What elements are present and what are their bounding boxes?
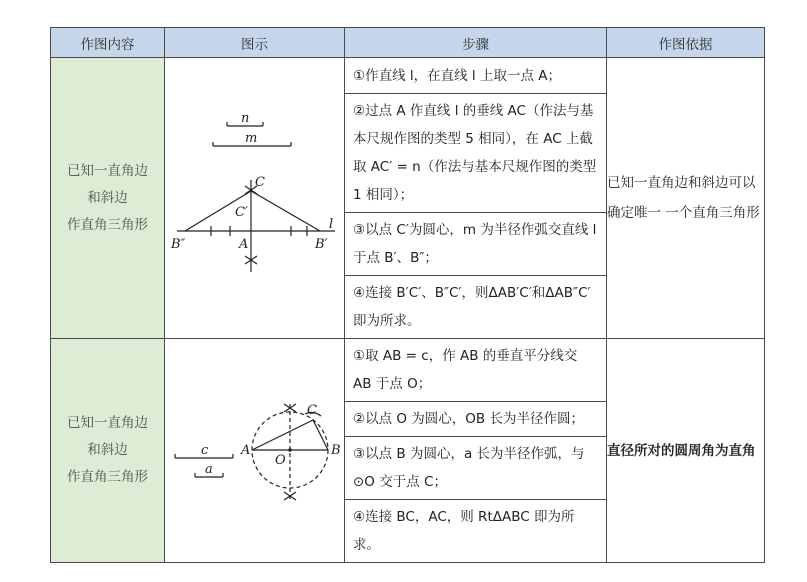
step-item: ①作直线 l，在直线 l 上取一点 A；: [345, 59, 606, 94]
row1-basis-cell: 已知一直角边和斜边可以确定唯一 一个直角三角形: [607, 58, 765, 339]
label-c-segment: c: [201, 442, 209, 458]
header-basis: 作图依据: [607, 28, 765, 58]
label-m: m: [245, 131, 258, 146]
label-c-prime: C′: [235, 205, 248, 220]
label-a-segment: a: [205, 461, 213, 477]
step-item: ④连接 B′C′、B″C′，则ΔAB′C′和ΔAB″C′即为所求。: [353, 284, 591, 329]
side-bc: [313, 420, 328, 450]
label-a: A: [239, 237, 249, 252]
label-n: n: [241, 111, 250, 126]
header-figure: 图示: [165, 28, 345, 58]
header-content: 作图内容: [51, 28, 165, 58]
row1-content-line: 已知一直角边: [67, 162, 148, 179]
row2-steps-cell: [345, 339, 607, 563]
row2-content-line: 已知一直角边: [67, 415, 148, 431]
row1-construction-figure: [165, 58, 345, 334]
step-item: ①取 AB = c，作 AB 的垂直平分线交 AB 于点 O；: [345, 339, 606, 402]
label-o: O: [275, 452, 286, 468]
row1-content-cell: [51, 58, 165, 339]
row1-content-line: 和斜边: [87, 189, 128, 206]
row2-content-line: 作直角三角形: [67, 469, 148, 485]
row2-basis-cell: 直径所对的圆周角为直角: [607, 339, 765, 563]
label-b-double-prime: B″: [171, 237, 186, 252]
step-item: ④连接 BC，AC，则 RtΔABC 即为所求。: [353, 509, 575, 553]
label-b-point: B: [331, 442, 341, 458]
step-item: ②过点 A 作直线 l 的垂线 AC（作法与基本尺规作图的类型 5 相同），在 AC 上截取 AC′ = n（作法与基本尺规作图的类型 1 相同）；: [345, 94, 606, 213]
row1-content-line: 作直角三角形: [67, 216, 148, 233]
label-b-prime: B′: [315, 237, 328, 252]
label-c: C: [255, 175, 265, 190]
point-o: [288, 448, 292, 452]
header-row: [51, 28, 765, 58]
label-c-point: C: [307, 402, 317, 418]
row2-content-line: 和斜边: [87, 442, 128, 458]
step-item: ③以点 C′为圆心，m 为半径作弧交直线 l 于点 B′、B″；: [345, 213, 606, 276]
header-steps: 步骤: [345, 28, 607, 58]
table-row: [51, 339, 765, 563]
side-ac: [252, 420, 313, 450]
label-a-point: A: [241, 442, 251, 458]
row2-construction-figure: [165, 344, 345, 554]
side-bp-c: [251, 191, 320, 231]
step-item: ③以点 B 为圆心，a 长为半径作弧，与⊙O 交于点 C；: [345, 437, 606, 500]
label-l: l: [329, 217, 334, 232]
step-item: ②以点 O 为圆心，OB 长为半径作圆；: [345, 402, 606, 437]
construction-table: [50, 27, 765, 563]
row2-figure-cell: [165, 339, 345, 563]
row1-steps-cell: [345, 58, 607, 339]
row2-content-cell: [51, 339, 165, 563]
row1-figure-cell: [165, 58, 345, 339]
table-row: [51, 58, 765, 339]
